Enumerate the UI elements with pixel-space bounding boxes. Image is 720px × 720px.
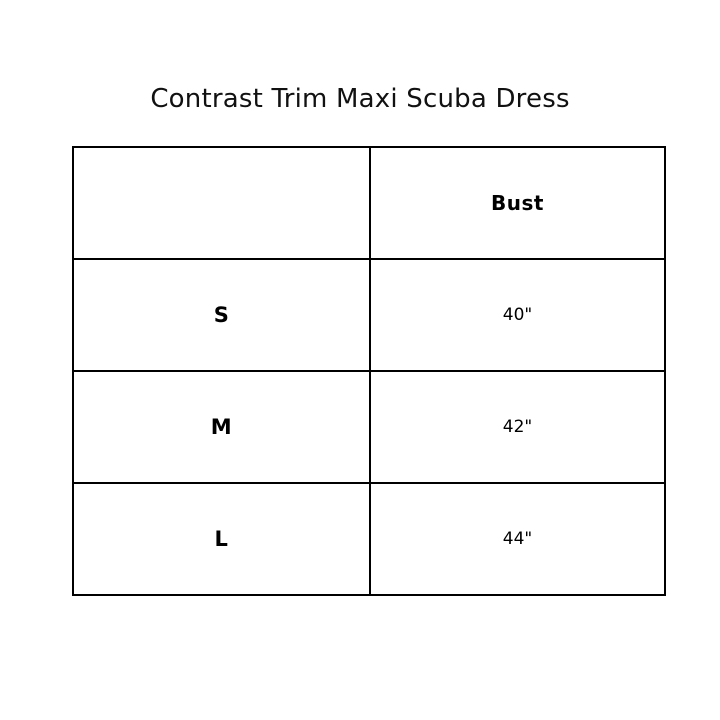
size-chart-table	[72, 146, 666, 596]
row-size-label: M	[73, 371, 370, 483]
header-size-column	[73, 147, 370, 259]
table-row	[73, 259, 665, 371]
row-bust-value: 42"	[370, 371, 665, 483]
table-row	[73, 371, 665, 483]
header-bust-column: Bust	[370, 147, 665, 259]
table-row	[73, 483, 665, 595]
row-bust-value: 44"	[370, 483, 665, 595]
row-bust-value: 40"	[370, 259, 665, 371]
table-header-row	[73, 147, 665, 259]
row-size-label: S	[73, 259, 370, 371]
row-size-label: L	[73, 483, 370, 595]
page-title: Contrast Trim Maxi Scuba Dress	[150, 84, 570, 114]
